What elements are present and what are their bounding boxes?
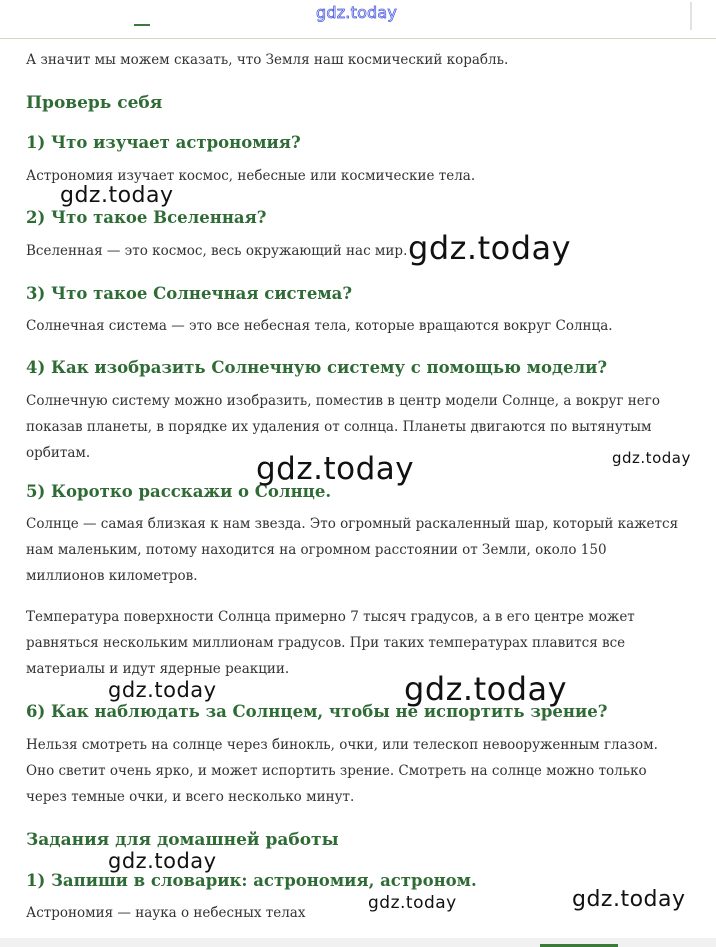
watermark: gdz.today — [408, 229, 572, 267]
watermark: gdz.today — [404, 670, 568, 708]
question-3: 3) Что такое Солнечная система? — [26, 284, 353, 303]
top-bar — [0, 0, 716, 39]
answer-4-line: показав планеты, в порядке их удаления от солнца. Планеты двигаются по вытянутым — [26, 419, 652, 435]
intro-paragraph: А значит мы можем сказать, что Земля наш космический корабль. — [26, 52, 509, 68]
answer-6-line: через темные очки, и всего несколько минут. — [26, 789, 355, 805]
watermark: gdz.today — [572, 887, 686, 912]
question-2: 2) Что такое Вселенная? — [26, 208, 267, 227]
site-logo[interactable]: gdz.today — [316, 3, 398, 22]
answer-2-line: Вселенная — это космос, весь окружающий нас мир. — [26, 243, 408, 259]
answer-5-line: миллионов километров. — [26, 568, 198, 584]
question-1: 1) Что изучает астрономия? — [26, 133, 301, 152]
section-heading-homework: Задания для домашней работы — [26, 830, 339, 850]
bottom-bar — [0, 938, 716, 947]
scrollbar-edge — [690, 2, 692, 30]
watermark: gdz.today — [256, 451, 415, 487]
answer-5b-line: равняться нескольким миллионам градусов. При таких температурах плавится все — [26, 635, 626, 651]
homework-answer-1-line: Астрономия — наука о небесных телах — [26, 905, 306, 921]
question-4: 4) Как изобразить Солнечную систему с помощью модели? — [26, 358, 608, 377]
watermark: gdz.today — [612, 449, 691, 467]
answer-5-line: нам маленьким, потому находится на огромном расстоянии от Земли, около 150 — [26, 542, 607, 558]
section-heading-check: Проверь себя — [26, 93, 163, 113]
watermark: gdz.today — [108, 849, 217, 873]
question-5: 5) Коротко расскажи о Солнце. — [26, 482, 332, 501]
menu-tab-indicator — [134, 24, 150, 26]
answer-5-line: Солнце — самая близкая к нам звезда. Это огромный раскаленный шар, который кажется — [26, 516, 679, 532]
answer-5b-line: Температура поверхности Солнца примерно 7 тысяч градусов, а в его центре может — [26, 609, 635, 625]
homework-task-1: 1) Запиши в словарик: астрономия, астроном. — [26, 871, 477, 890]
answer-4-line: орбитам. — [26, 445, 91, 461]
answer-6-line: Нельзя смотреть на солнце через бинокль, очки, или телескоп невооруженным глазом. — [26, 737, 658, 753]
watermark: gdz.today — [108, 678, 217, 702]
answer-1-line: Астрономия изучает космос, небесные или космические тела. — [26, 168, 476, 184]
answer-5b-line: материалы и идут ядерные реакции. — [26, 661, 290, 677]
question-6: 6) Как наблюдать за Солнцем, чтобы не испортить зрение? — [26, 702, 608, 721]
answer-4-line: Солнечную систему можно изобразить, поместив в центр модели Солнце, а вокруг него — [26, 393, 660, 409]
answer-6-line: Оно светит очень ярко, и может испортить зрение. Смотреть на солнце можно только — [26, 763, 647, 779]
watermark: gdz.today — [60, 183, 174, 208]
watermark: gdz.today — [368, 893, 457, 913]
answer-3-line: Солнечная система — это все небесная тела, которые вращаются вокруг Солнца. — [26, 318, 613, 334]
